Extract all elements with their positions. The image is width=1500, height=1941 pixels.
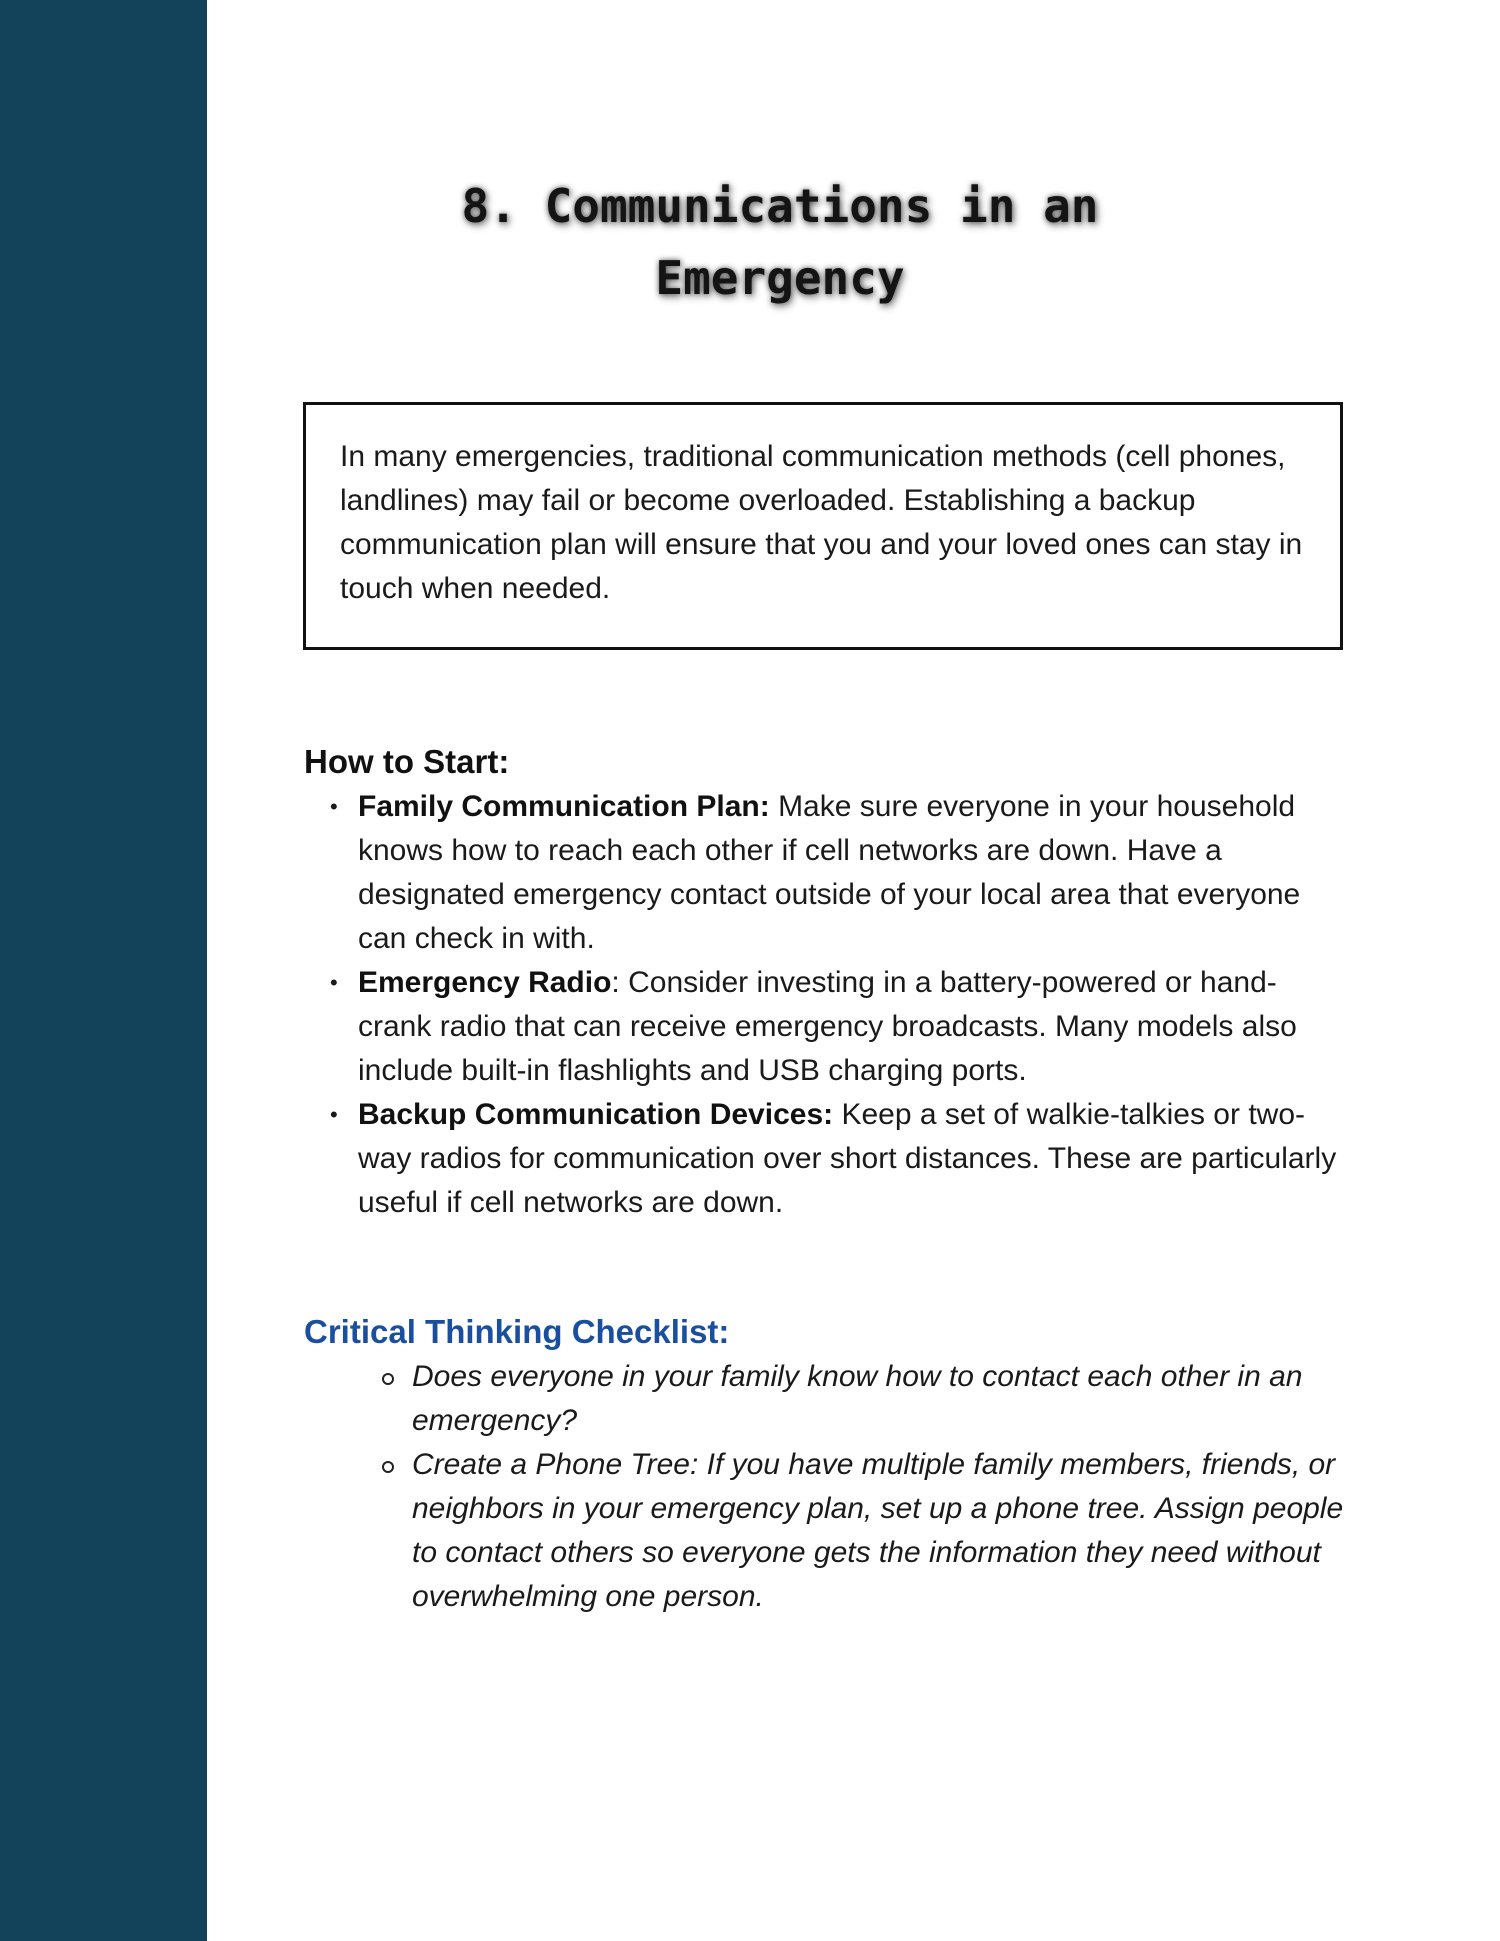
intro-box bbox=[303, 402, 1343, 650]
bullet-icon: • bbox=[330, 794, 338, 819]
list-item-text: : Consider investing in a battery-powered or hand-crank radio that can receive emergency broadcasts. Many models also include built-in flashlights and USB charging ports. bbox=[358, 966, 1297, 1087]
list-item bbox=[330, 1093, 1348, 1225]
checklist-heading: Critical Thinking Checklist: bbox=[304, 1313, 730, 1350]
list-item-term: Emergency Radio bbox=[358, 966, 612, 999]
hollow-bullet-icon bbox=[382, 1373, 394, 1385]
checklist-item-text: Does everyone in your family know how to contact each other in an emergency? bbox=[412, 1360, 1303, 1437]
how-to-start-heading: How to Start: bbox=[304, 743, 510, 780]
checklist-list bbox=[412, 1355, 1362, 1619]
list-item bbox=[330, 961, 1348, 1093]
hollow-bullet-icon bbox=[382, 1461, 394, 1473]
how-to-start-list bbox=[330, 785, 1348, 1225]
list-item-term: Backup Communication Devices: bbox=[358, 1098, 834, 1131]
intro-text: In many emergencies, traditional communication methods (cell phones, landlines) may fail or become overloaded. Establishing a backup communication plan will ensure that you and your loved ones can stay in touch when needed. bbox=[340, 440, 1303, 605]
list-item-term: Family Communication Plan: bbox=[358, 790, 770, 823]
bullet-icon: • bbox=[330, 1102, 338, 1127]
page-title-line-2: Emergency bbox=[655, 251, 905, 305]
checklist-item bbox=[412, 1443, 1362, 1619]
page-title bbox=[300, 170, 1260, 314]
page-title-line-1: 8. Communications in an bbox=[461, 179, 1099, 233]
list-item-text: Keep a set of walkie-talkies or two-way radios for communication over short distances. These are particularly useful if cell networks are down. bbox=[358, 1098, 1337, 1219]
checklist-item-text: Create a Phone Tree: If you have multiple family members, friends, or neighbors in your emergency plan, set up a phone tree. Assign people to contact others so everyone gets the information they need without overwhelming one person. bbox=[412, 1448, 1344, 1613]
checklist-item bbox=[412, 1355, 1362, 1443]
bullet-icon: • bbox=[330, 970, 338, 995]
sidebar-band bbox=[0, 0, 207, 1941]
list-item-text: Make sure everyone in your household knows how to reach each other if cell networks are down. Have a designated emergency contact outside of your local area that everyone can check in with. bbox=[358, 790, 1301, 955]
list-item bbox=[330, 785, 1348, 961]
